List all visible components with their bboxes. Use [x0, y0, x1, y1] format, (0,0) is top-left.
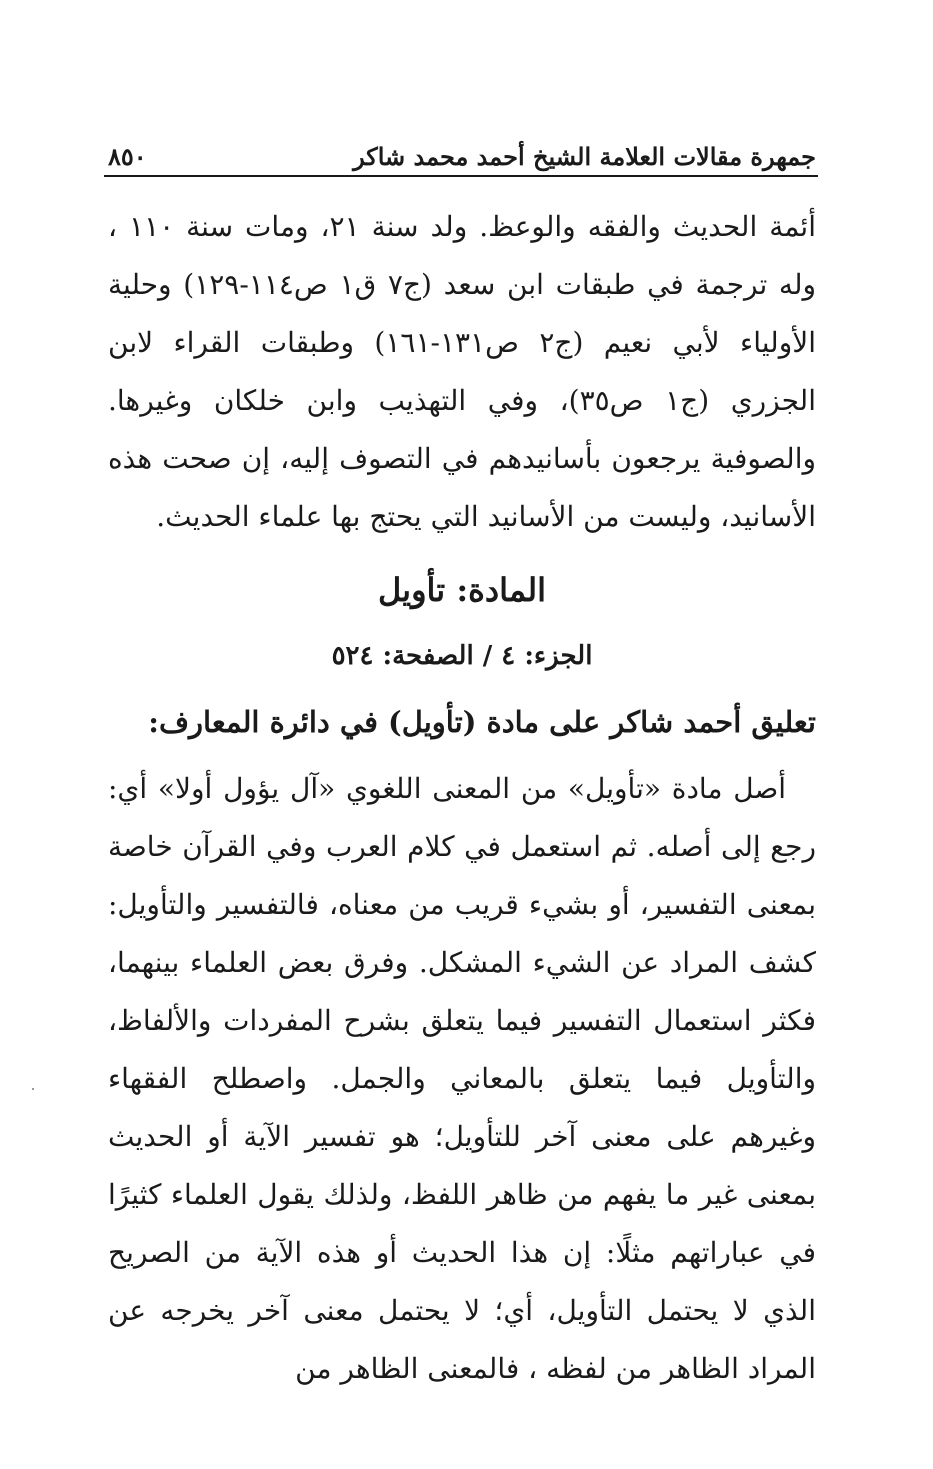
page-number: ٨٥٠: [108, 142, 147, 171]
continuation-paragraph: أئمة الحديث والفقه والوعظ. ولد سنة ٢١، ومات سنة ١١٠ ، وله ترجمة في طبقات ابن سعد (ج٧ ق١ ص١١٤-١٢٩) وحلية الأولياء لأبي نعيم (ج٢ ص١٣١-١٦١) وطبقات القراء لابن الجزري (ج١ ص٣٥)، وفي التهذيب وابن خلكان وغيرها. والصوفية يرجعون بأسانيدهم في التصوف إليه، إن صحت هذه الأسانيد، وليست من الأسانيد التي يحتج بها علماء الحديث.: [108, 210, 816, 533]
material-title: المادة: تأويل: [377, 571, 547, 609]
continuation-block: [108, 198, 816, 546]
running-header: [108, 128, 816, 172]
header-rule: [104, 175, 818, 177]
margin-speck: [32, 1088, 34, 1090]
running-title: جمهرة مقالات العلامة الشيخ أحمد محمد شاكر: [353, 142, 816, 171]
comment-paragraph: أصل مادة «تأويل» من المعنى اللغوي «آل يؤول أولا» أي: رجع إلى أصله. ثم استعمل في كلام العرب وفي القرآن خاصة بمعنى التفسير، أو بشيء قريب من معناه، فالتفسير والتأويل: كشف المراد عن الشيء المشكل. وفرق بعض العلماء بينهما، فكثر استعمال التفسير فيما يتعلق بشرح المفردات والألفاظ، والتأويل فيما يتعلق بالمعاني والجمل. واصطلح الفقهاء وغيرهم على معنى آخر للتأويل؛ هو تفسير الآية أو الحديث بمعنى غير ما يفهم من ظاهر اللفظ، ولذلك يقول العلماء كثيرًا في عباراتهم مثلًا: إن هذا الحديث أو هذه الآية من الصريح الذي لا يحتمل التأويل، أي؛ لا يحتمل معنى آخر يخرجه عن المراد الظاهر من لفظه ، فالمعنى الظاهر من: [108, 772, 816, 1385]
comment-title: تعليق أحمد شاكر على مادة (تأويل) في دائرة المعارف:: [148, 705, 816, 739]
volume-reference: الجزء: ٤ / الصفحة: ٥٢٤: [331, 641, 593, 671]
comment-body-block: [108, 760, 816, 1398]
